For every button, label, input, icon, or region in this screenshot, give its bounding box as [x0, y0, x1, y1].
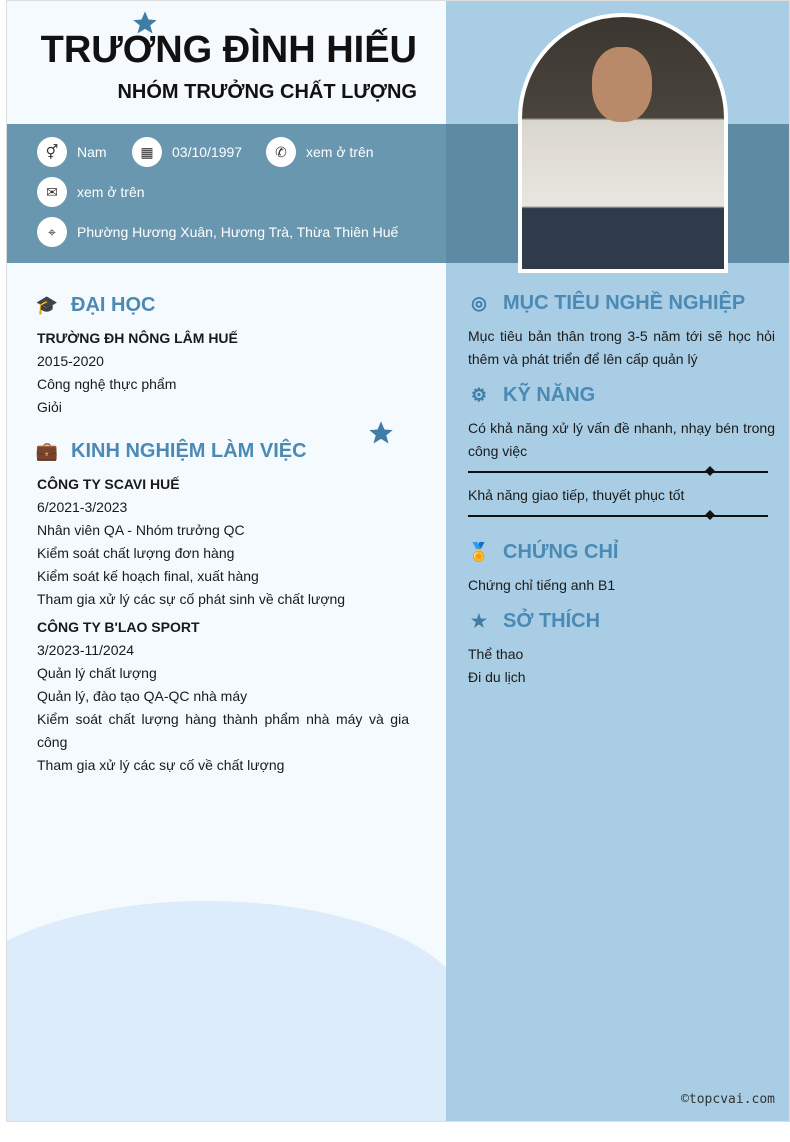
- certificate-item: Chứng chỉ tiếng anh B1: [468, 577, 616, 593]
- certificates-heading-text: CHỨNG CHỈ: [503, 541, 619, 563]
- education-heading: [35, 294, 155, 317]
- gender-value: Nam: [77, 144, 107, 160]
- experience-heading: [35, 440, 307, 463]
- school: TRƯỜNG ĐH NÔNG LÂM HUẾ: [37, 330, 238, 346]
- experience-heading-text: KINH NGHIỆM LÀM VIỆC: [71, 440, 307, 462]
- job-line: Kiểm soát chất lượng hàng thành phẩm nhà máy và gia công: [37, 711, 409, 750]
- education-grade: Giỏi: [37, 399, 62, 415]
- education-major: Công nghệ thực phẩm: [37, 376, 177, 392]
- skill-label: Khả năng giao tiếp, thuyết phục tốt: [468, 487, 685, 503]
- objective-heading: [467, 292, 745, 315]
- objective-heading-text: MỤC TIÊU NGHỀ NGHIỆP: [503, 292, 746, 314]
- cv-page: [6, 0, 790, 1122]
- skill-level-bar: [468, 515, 768, 517]
- job-company: CÔNG TY B'LAO SPORT: [37, 619, 200, 635]
- hobbies-list: [468, 643, 526, 689]
- skill-level-bar: [468, 471, 768, 473]
- address-value: Phường Hương Xuân, Hương Trà, Thừa Thiên Huế: [77, 224, 399, 240]
- briefcase-icon: 💼: [35, 441, 59, 461]
- candidate-name: TRƯƠNG ĐÌNH HIẾU: [40, 29, 417, 71]
- address-item: [37, 217, 398, 247]
- calendar-icon: ▦: [132, 137, 162, 167]
- job-line: Nhân viên QA - Nhóm trưởng QC: [37, 522, 245, 538]
- job-line: Tham gia xử lý các sự cố về chất lượng: [37, 757, 285, 773]
- email-value: xem ở trên: [77, 184, 145, 200]
- graduation-cap-icon: 🎓: [35, 295, 59, 315]
- skill-label: Có khả năng xử lý vấn đề nhanh, nhạy bén trong công việc: [468, 420, 775, 459]
- skills-heading-text: KỸ NĂNG: [503, 384, 596, 406]
- phone-value: xem ở trên: [306, 144, 374, 160]
- candidate-title: NHÓM TRƯỞNG CHẤT LƯỢNG: [117, 81, 417, 103]
- dob-item: [132, 137, 242, 167]
- job-company: CÔNG TY SCAVI HUẾ: [37, 476, 180, 492]
- certificates-heading: [467, 541, 618, 564]
- decor-blob: [6, 901, 467, 1121]
- objective-text: Mục tiêu bản thân trong 3-5 năm tới sẽ học hỏi thêm và phát triển để lên cấp quản lý: [468, 328, 775, 367]
- experience-section: [37, 473, 409, 777]
- hobbies-heading: [467, 610, 600, 633]
- phone-icon: ✆: [266, 137, 296, 167]
- hobbies-heading-text: SỞ THÍCH: [503, 610, 601, 632]
- education-years: 2015-2020: [37, 353, 104, 369]
- target-icon: ◎: [471, 293, 487, 313]
- award-ribbon-icon: 🏅: [467, 542, 491, 562]
- gear-icon: ⚙: [470, 385, 488, 405]
- job-line: Tham gia xử lý các sự cố phát sinh về chất lượng: [37, 591, 346, 607]
- dob-value: 03/10/1997: [172, 144, 243, 160]
- skills-heading: [467, 384, 595, 407]
- star-decor-icon: [367, 419, 395, 447]
- job-line: Quản lý, đào tạo QA-QC nhà máy: [37, 688, 248, 704]
- phone-item: [266, 137, 374, 167]
- job-line: Kiểm soát kế hoạch final, xuất hàng: [37, 568, 259, 584]
- watermark: ©topcvai.com: [681, 1092, 775, 1107]
- location-pin-icon: ⌖: [37, 217, 67, 247]
- job-period: 6/2021-3/2023: [37, 499, 128, 515]
- hobby-item: Đi du lịch: [468, 669, 526, 685]
- education-section: [37, 327, 409, 419]
- job-line: Kiểm soát chất lượng đơn hàng: [37, 545, 235, 561]
- job-period: 3/2023-11/2024: [37, 642, 135, 658]
- hobby-item: Thể thao: [468, 646, 524, 662]
- gender-icon: ⚥: [37, 137, 67, 167]
- gender-item: [37, 137, 107, 167]
- email-item: [37, 177, 145, 207]
- job-line: Quản lý chất lượng: [37, 665, 157, 681]
- envelope-icon: ✉: [37, 177, 67, 207]
- education-heading-text: ĐẠI HỌC: [71, 294, 156, 316]
- profile-photo: [518, 13, 728, 273]
- star-icon: ★: [470, 611, 488, 631]
